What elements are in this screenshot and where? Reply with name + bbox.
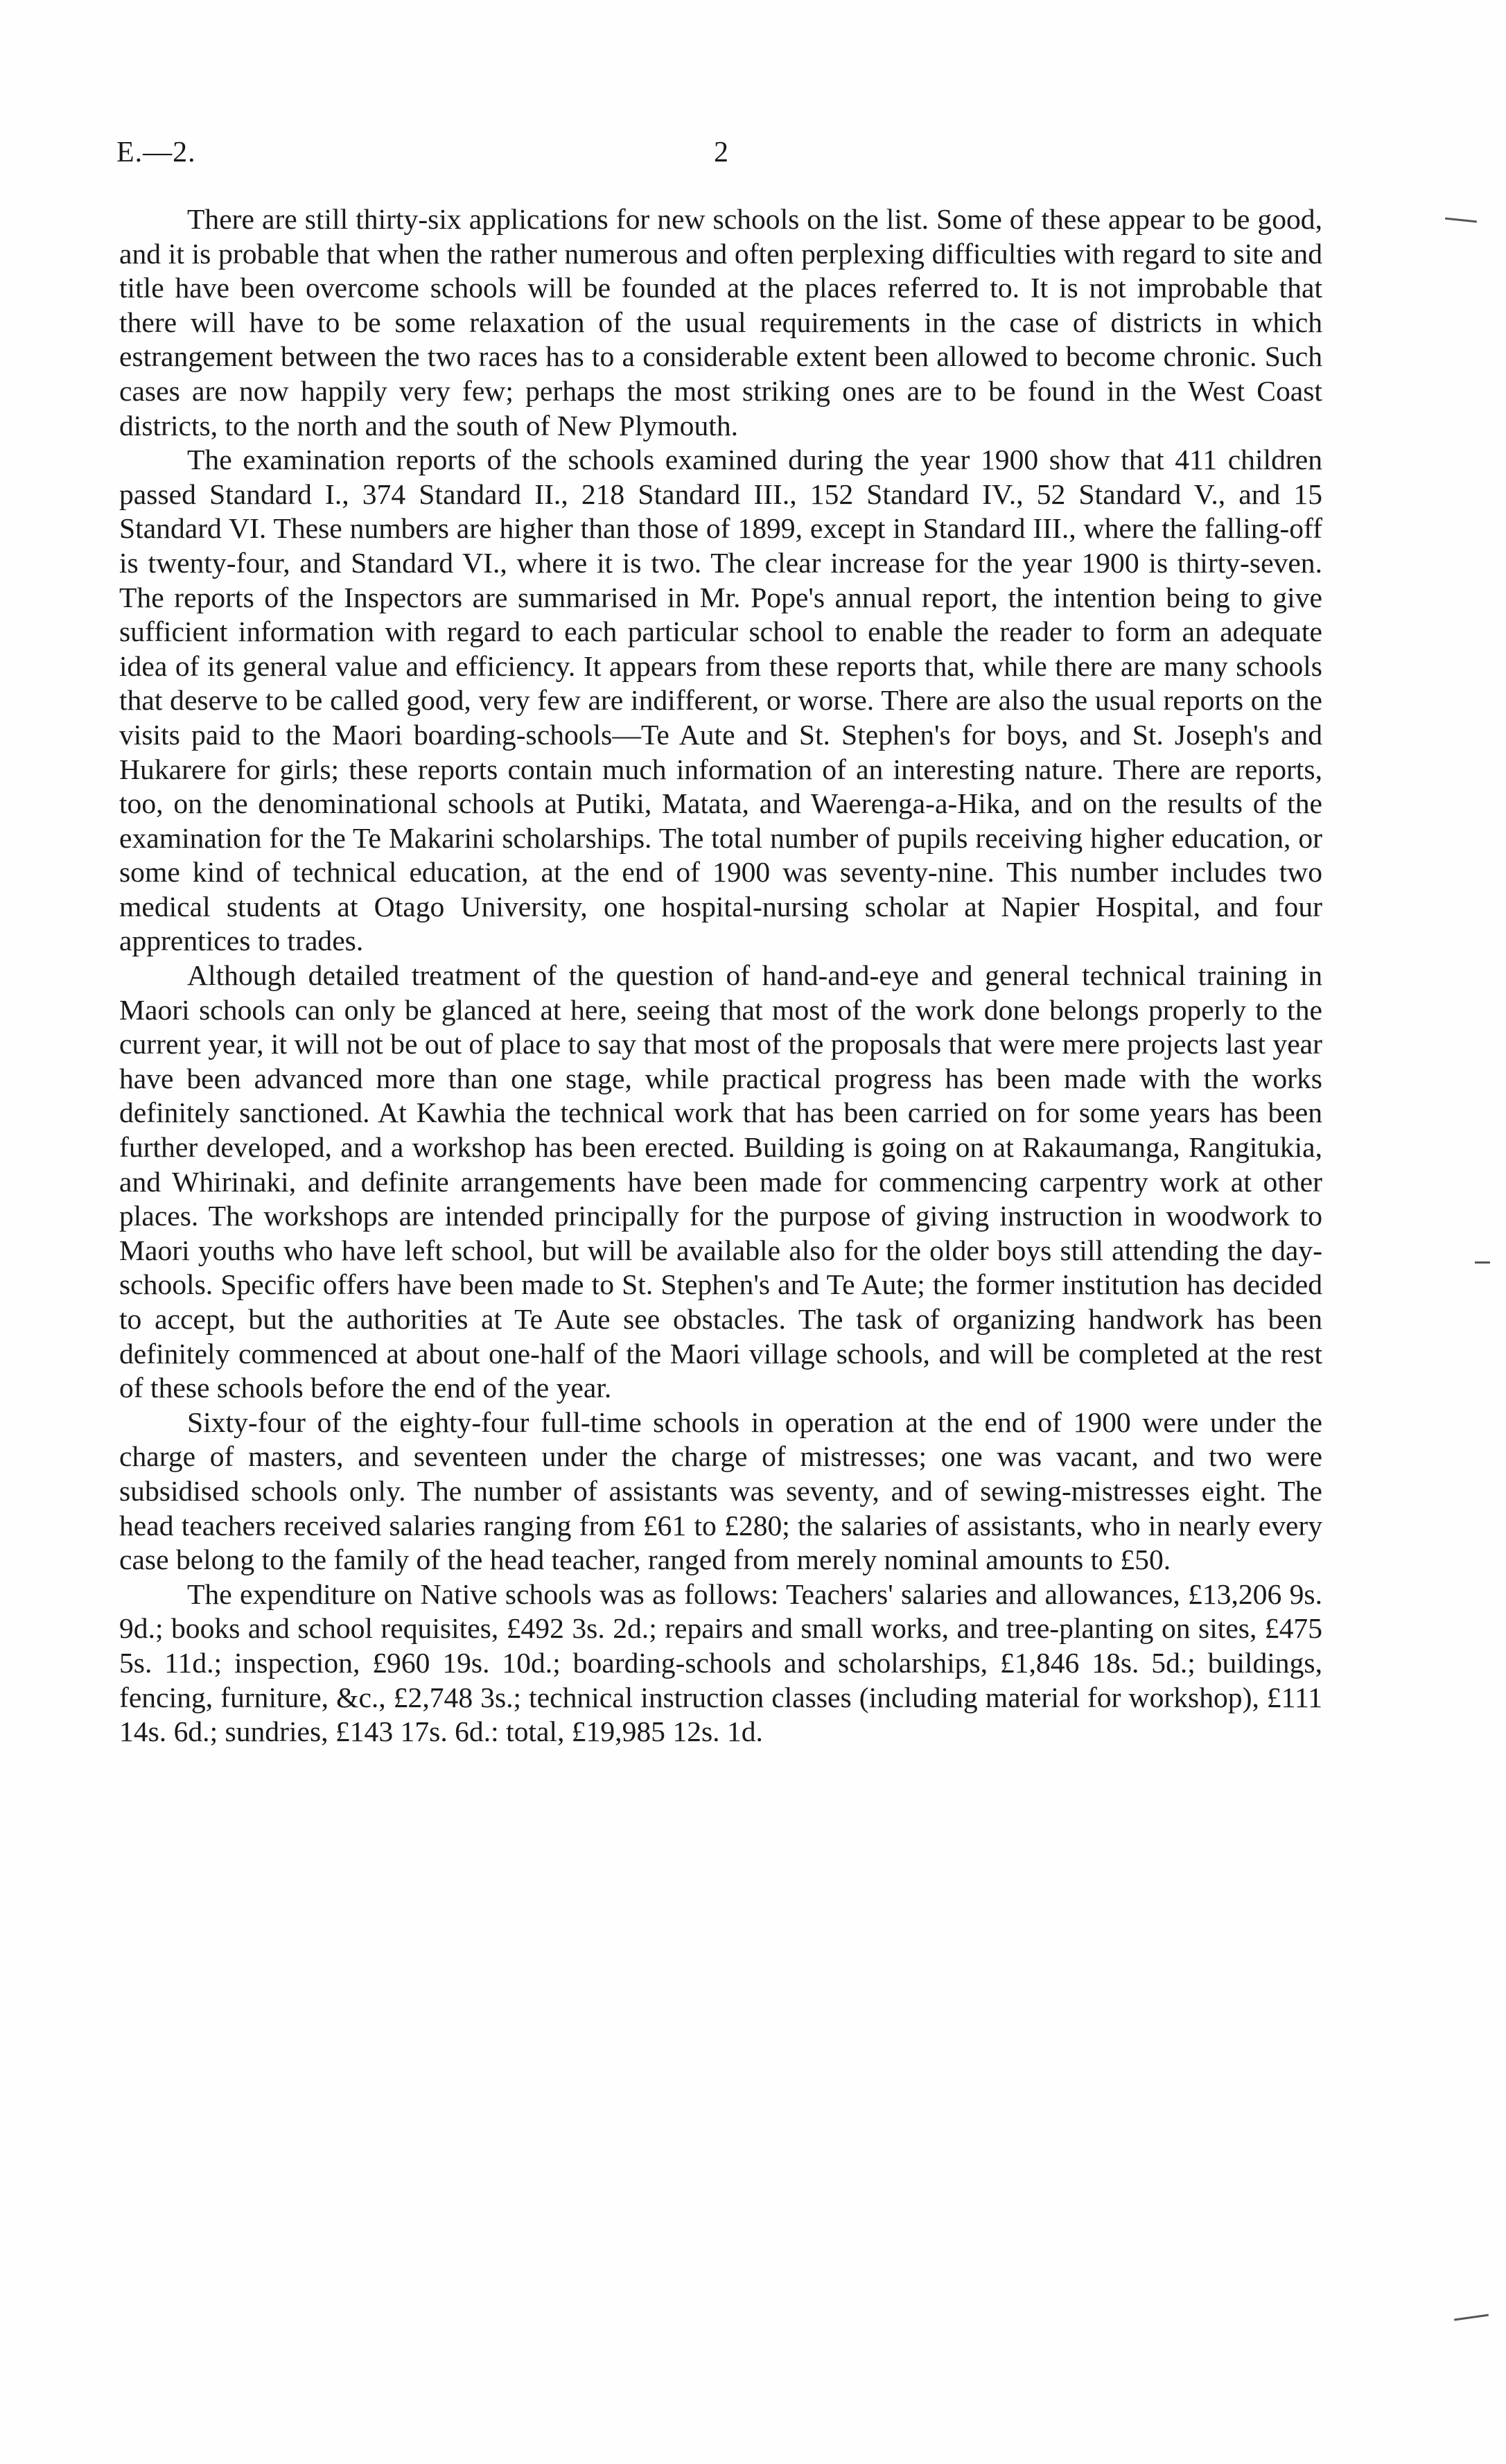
document-reference: E.—2. <box>116 137 196 168</box>
page-header <box>116 136 1322 177</box>
paragraph-staffing: Sixty-four of the eighty-four full-time schools in operation at the end of 1900 were under the charge of masters, and seventeen under the charge of mistresses; one was vacant, and two were subsidised schools only. The number of assistants was seventy, and of sewing-mistresses eight. The head teachers received salaries ranging from £61 to £280; the salaries of assistants, who in nearly every case belong to the family of the head teacher, ranged from merely nominal amounts to £50. <box>119 1406 1322 1576</box>
paragraph-examination-reports: The examination reports of the schools examined during the year 1900 show that 411 children passed Standard I., 374 Standard II., 218 Standard III., 152 Standard IV., 52 Standard V., and 15 Standard VI. These numbers are higher than those of 1899, except in Standard III., where the falling-off is twenty-four, and Standard VI., where it is two. The clear increase for the year 1900 is thirty-seven. The reports of the Inspectors are summarised in Mr. Pope's annual report, the intention being to give sufficient information with regard to each particular school to enable the reader to form an adequate idea of its general value and efficiency. It appears from these reports that, while there are many schools that deserve to be called good, very few are indifferent, or worse. There are also the usual reports on the visits paid to the Maori boarding-schools—Te Aute and St. Stephen's for boys, and St. Joseph's and Hukarere for girls; these reports contain much information of an interesting nature. There are reports, too, on the denominational schools at Putiki, Matata, and Waerenga-a-Hika, and on the results of the examination for the Te Makarini scholarships. The total number of pupils receiving higher education, or some kind of technical education, at the end of 1900 was seventy-nine. This number includes two medical students at Otago University, one hospital-nursing scholar at Napier Hospital, and four apprentices to trades. <box>119 444 1322 957</box>
page-number: 2 <box>714 137 728 168</box>
paragraph-expenditure: The expenditure on Native schools was as follows: Teachers' salaries and allowances, £13,206 9s. 9d.; books and school requisites, £492 3s. 2d.; repairs and small works, and tree-planting on sites, £475 5s. 11d.; inspection, £960 19s. 10d.; boarding-schools and scholarships, £1,846 18s. 5d.; buildings, fencing, furniture, &c., £2,748 3s.; technical instruction classes (including material for workshop), £111 14s. 6d.; sundries, £143 17s. 6d.: total, £19,985 12s. 1d. <box>119 1578 1322 1748</box>
scan-mark-middle-right <box>1475 1261 1490 1264</box>
paragraph-new-schools: There are still thirty-six applications for new schools on the list. Some of these appear to be good, and it is probable that when the rather numerous and often perplexing difficulties with regard to site and title have been overcome schools will be founded at the places referred to. It is not improbable that there will have to be some relaxation of the usual requirements in the case of districts in which estrangement between the two races has to a considerable extent been allowed to become chronic. Such cases are now happily very few; perhaps the most striking ones are to be found in the West Coast districts, to the north and the south of New Plymouth. <box>119 203 1322 442</box>
scan-mark-bottom-right <box>1454 2314 1489 2321</box>
body-text <box>119 202 1322 1749</box>
paragraph-technical-training: Although detailed treatment of the question of hand-and-eye and general technical training in Maori schools can only be glanced at here, seeing that most of the work done belongs properly to the current year, it will not be out of place to say that most of the proposals that were mere projects last year have been advanced more than one stage, while practical progress has been made with the works definitely sanctioned. At Kawhia the technical work that has been carried on for some years has been further developed, and a workshop has been erected. Building is going on at Rakaumanga, Rangitukia, and Whirinaki, and definite arrangements have been made for commencing carpentry work at other places. The workshops are intended principally for the purpose of giving instruction in woodwork to Maori youths who have left school, but will be available also for the older boys still attending the day-schools. Specific offers have been made to St. Stephen's and Te Aute; the former institution has decided to accept, but the authorities at Te Aute see obstacles. The task of organizing handwork has been definitely commenced at about one-half of the Maori village schools, and will be completed at the rest of these schools before the end of the year. <box>119 959 1322 1404</box>
scan-mark-top-right <box>1445 218 1477 223</box>
